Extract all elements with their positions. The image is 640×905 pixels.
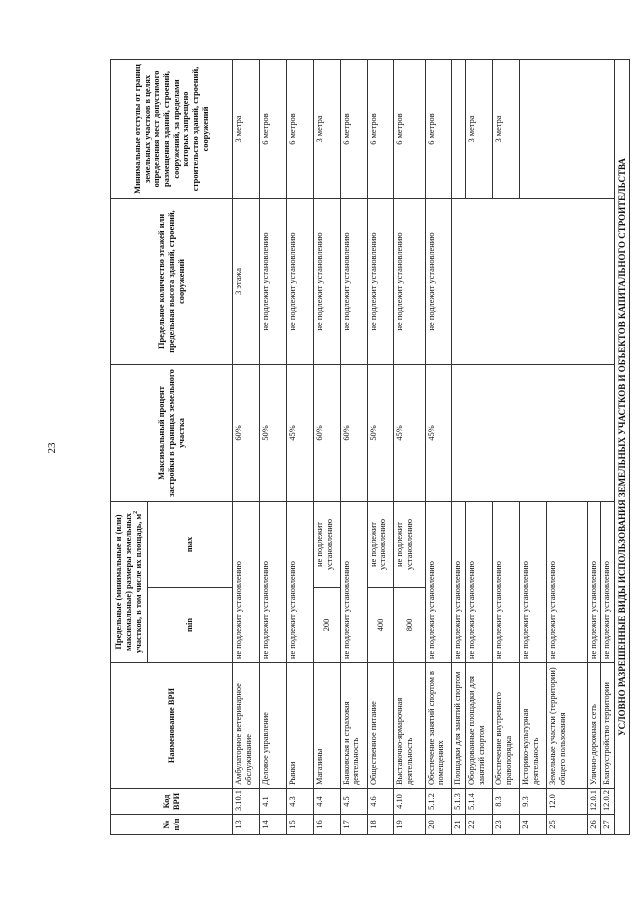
row-setback: 6 метров	[260, 59, 287, 198]
row-num: 14	[260, 815, 287, 835]
row-setback	[452, 59, 466, 198]
row-dims: не подлежит установлению	[493, 501, 520, 662]
row-code: 12.0.2	[601, 789, 615, 815]
row-setback: 6 метров	[394, 59, 425, 198]
row-min: 400	[367, 588, 394, 663]
row-name: Выставочно-ярмарочная деятельность	[394, 663, 425, 789]
row-pct: 50%	[367, 364, 394, 501]
row-name: Банковская и страховая деятельность	[340, 663, 367, 789]
row-num: 17	[340, 815, 367, 835]
empty-height-cell	[452, 198, 614, 364]
row-code: 4.3	[287, 789, 314, 815]
row-code: 3.10.1	[233, 789, 260, 815]
row-dims: не подлежит установлению	[546, 501, 587, 662]
row-num: 27	[601, 815, 615, 835]
row-name: Магазины	[313, 663, 340, 789]
row-height: не подлежит установлению	[313, 198, 340, 364]
header-name: Наименование ВРИ	[111, 663, 233, 789]
header-num: № п/п	[111, 815, 233, 835]
row-num: 13	[233, 815, 260, 835]
header-min: min	[147, 588, 233, 663]
row-code: 5.1.4	[466, 789, 493, 815]
section-banner-row	[614, 59, 629, 834]
row-min: 800	[394, 588, 425, 663]
row-dims: не подлежит установлению	[425, 501, 452, 662]
row-name: Улично-дорожная сеть	[587, 663, 601, 789]
row-num: 15	[287, 815, 314, 835]
table-row	[233, 59, 260, 834]
header-dims-text: Предельные (минимальные и (или) максимальные) размеры земельных участков, в том числе их площадь, м	[113, 513, 143, 654]
row-dims: не подлежит установлению	[452, 501, 466, 662]
row-name: Амбулаторное ветеринарное обслуживание	[233, 663, 260, 789]
row-code: 4.6	[367, 789, 394, 815]
row-name: Земельные участки (территории) общего пользования	[546, 663, 587, 789]
table-row	[394, 59, 425, 834]
empty-setback-cell	[520, 59, 615, 198]
row-num: 16	[313, 815, 340, 835]
row-code: 5.1.2	[425, 789, 452, 815]
row-num: 26	[587, 815, 601, 835]
row-height: не подлежит установлению	[394, 198, 425, 364]
row-max: не подлежит установлению	[394, 501, 425, 587]
row-setback: 3 метра	[466, 59, 493, 198]
row-num: 21	[452, 815, 466, 835]
table-row	[367, 59, 394, 834]
row-height: не подлежит установлению	[260, 198, 287, 364]
row-dims: не подлежит установлению	[587, 501, 601, 662]
row-name: Обеспечение внутреннего правопорядка	[493, 663, 520, 789]
row-dims: не подлежит установлению	[466, 501, 493, 662]
row-num: 18	[367, 815, 394, 835]
row-name: Площадки для занятий спортом	[452, 663, 466, 789]
row-setback: 3 метра	[313, 59, 340, 198]
table-row	[452, 59, 466, 834]
row-name: Обеспечение занятий спортом в помещениях	[425, 663, 452, 789]
row-name: Рынки	[287, 663, 314, 789]
vri-table	[110, 59, 630, 835]
row-pct: 60%	[340, 364, 367, 501]
rotated-table-container	[110, 60, 630, 835]
table-row	[425, 59, 452, 834]
section-banner: УСЛОВНО РАЗРЕШЕННЫЕ ВИДЫ ИСПОЛЬЗОВАНИЯ ЗЕМЕЛЬНЫХ УЧАСТКОВ И ОБЪЕКТОВ КАПИТАЛЬНОГО СТРОИТЕЛЬСТВА	[614, 59, 629, 834]
table-row	[313, 59, 340, 834]
row-setback: 3 метра	[233, 59, 260, 198]
row-code: 12.0.1	[587, 789, 601, 815]
row-name: Благоустройство территории	[601, 663, 615, 789]
row-code: 8.3	[493, 789, 520, 815]
row-name: Оборудованные площадки для занятий спортом	[466, 663, 493, 789]
row-num: 23	[493, 815, 520, 835]
row-name: Историко-культурная деятельность	[520, 663, 547, 789]
row-setback: 6 метров	[287, 59, 314, 198]
header-height: Предельное количество этажей или предельная высота зданий, строений, сооружений	[111, 198, 233, 364]
row-height: не подлежит установлению	[340, 198, 367, 364]
row-height: 3 этажа	[233, 198, 260, 364]
header-max: max	[147, 501, 233, 587]
row-setback: 3 метра	[493, 59, 520, 198]
row-height: не подлежит установлению	[425, 198, 452, 364]
row-num: 19	[394, 815, 425, 835]
row-pct: 50%	[260, 364, 287, 501]
table-row	[340, 59, 367, 834]
row-pct: 60%	[233, 364, 260, 501]
row-code: 12.0	[546, 789, 587, 815]
row-num: 20	[425, 815, 452, 835]
row-name: Общественное питание	[367, 663, 394, 789]
row-dims: не подлежит установлению	[340, 501, 367, 662]
row-pct: 45%	[394, 364, 425, 501]
page-number: 23	[46, 442, 58, 454]
row-pct: 45%	[287, 364, 314, 501]
row-name: Деловое управление	[260, 663, 287, 789]
row-max: не подлежит установлению	[367, 501, 394, 587]
row-dims: не подлежит установлению	[601, 501, 615, 662]
row-code: 4.10	[394, 789, 425, 815]
row-code: 4.1	[260, 789, 287, 815]
row-code: 9.3	[520, 789, 547, 815]
row-dims: не подлежит установлению	[287, 501, 314, 662]
table-row	[287, 59, 314, 834]
row-dims: не подлежит установлению	[233, 501, 260, 662]
header-dims-sup: 2	[133, 510, 140, 514]
row-pct: 60%	[313, 364, 340, 501]
row-pct: 45%	[425, 364, 452, 501]
row-dims: не подлежит установлению	[260, 501, 287, 662]
header-dims	[111, 501, 148, 662]
row-setback: 6 метров	[340, 59, 367, 198]
empty-pct-cell	[452, 364, 614, 501]
row-max: не подлежит установлению	[313, 501, 340, 587]
row-num: 24	[520, 815, 547, 835]
row-code: 4.5	[340, 789, 367, 815]
row-num: 22	[466, 815, 493, 835]
row-dims: не подлежит установлению	[520, 501, 547, 662]
row-setback: 6 метров	[425, 59, 452, 198]
row-height: не подлежит установлению	[367, 198, 394, 364]
header-build-pct: Максимальный процент застройки в границах земельного участка	[111, 364, 233, 501]
row-setback: 6 метров	[367, 59, 394, 198]
header-code: Код ВРИ	[111, 789, 233, 815]
row-code: 5.1.3	[452, 789, 466, 815]
row-code: 4.4	[313, 789, 340, 815]
row-height: не подлежит установлению	[287, 198, 314, 364]
header-setback: Минимальные отступы от границ земельных участков в целях определения мест допустимого размещения зданий, строений, сооружений, за пределами которых запрещено строительство зданий, строений, сооружений	[111, 59, 233, 198]
row-min: 200	[313, 588, 340, 663]
table-row	[260, 59, 287, 834]
row-num: 25	[546, 815, 587, 835]
header-row-1	[111, 59, 148, 834]
